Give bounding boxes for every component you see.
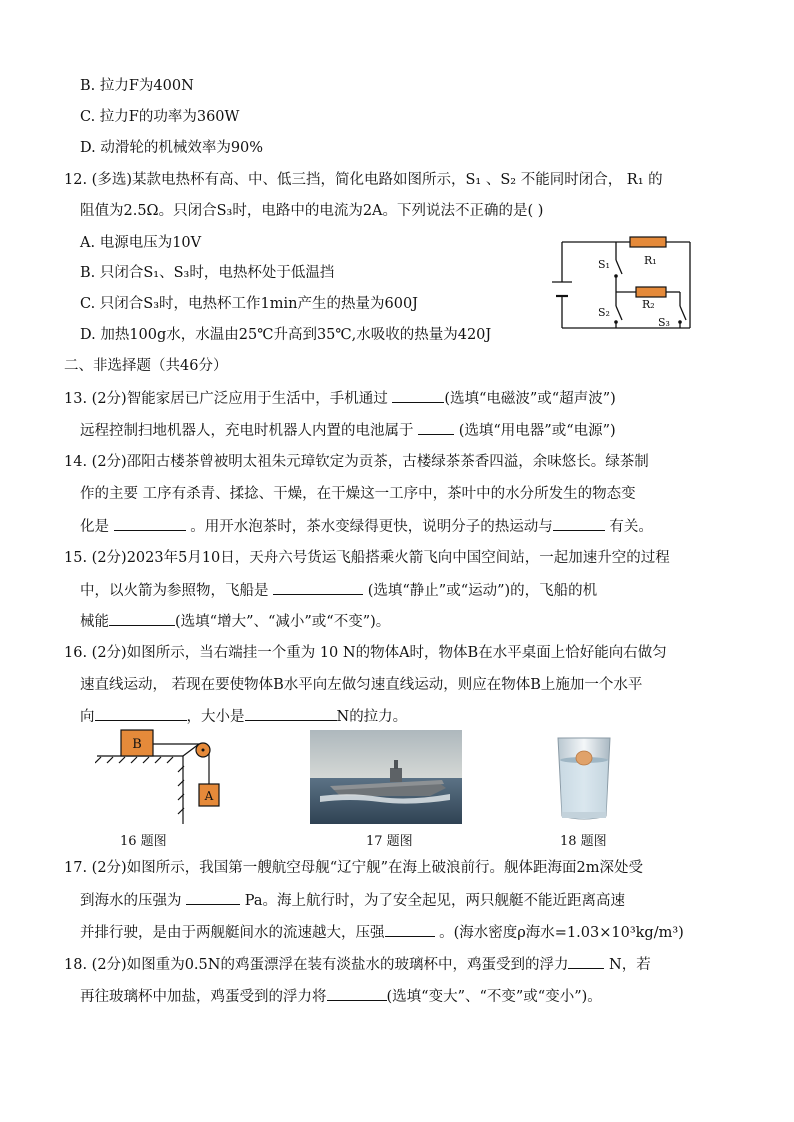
- q11-option-b: B. 拉力F为400N: [80, 78, 194, 94]
- q15-text-a: 中，以火箭为参照物，飞船是: [80, 583, 274, 599]
- q17-line1: 17. (2分)如图所示，我国第一艘航空母舰“辽宁舰”在海上破浪前行。舰体距海面2m深处受: [64, 860, 644, 876]
- block-b-label: B: [132, 737, 142, 752]
- q18-text-a: 18. (2分)如图重为0.5N的鸡蛋漂浮在装有淡盐水的玻璃杯中，鸡蛋受到的浮力: [64, 957, 569, 973]
- q14-line1: 14. (2分)邵阳古楼茶曾被明太祖朱元璋钦定为贡茶，古楼绿茶茶香四溢，余味悠长。绿茶制: [64, 454, 649, 470]
- q16-text-b: ，大小是: [186, 709, 245, 725]
- q12-stem-line2: 阻值为2.5Ω。只闭合S₃时，电路中的电流为2A。下列说法不正确的是( ): [80, 203, 544, 219]
- q14-text-a: 化是: [80, 519, 114, 535]
- circuit-diagram: [540, 230, 700, 340]
- figure-17-aircraft-carrier: [310, 730, 462, 824]
- q14-text-c: 有关。: [604, 519, 653, 535]
- label-r2: R₂: [642, 298, 655, 311]
- q13-text-d: (选填“用电器”或“电源”): [454, 423, 616, 439]
- q15-text-b: (选填“静止”或“运动”)的，飞船的机: [363, 583, 598, 599]
- q16-text-a: 向: [80, 709, 95, 725]
- resistor-r2: [636, 287, 666, 297]
- q14-line3: [80, 516, 653, 537]
- q11-option-c: C. 拉力F的功率为360W: [80, 109, 240, 125]
- q17-blank-2[interactable]: [385, 922, 435, 937]
- q17-line2: [80, 890, 625, 911]
- q15-line1: 15. (2分)2023年5月10日，天舟六号货运飞船搭乘火箭飞向中国空间站，一起加速升空的过程: [64, 550, 670, 566]
- caption-figure-16: 16 题图: [120, 834, 167, 849]
- q18-text-b: N，若: [604, 957, 651, 973]
- q12-option-a: A. 电源电压为10V: [80, 235, 202, 251]
- q16-line3: [80, 706, 407, 727]
- q18-text-d: (选填“变大”、“不变”或“变小”)。: [386, 989, 602, 1005]
- q15-blank-1[interactable]: [273, 580, 363, 595]
- q12-option-b: B. 只闭合S₁、S₃时，电热杯处于低温挡: [80, 265, 335, 281]
- label-s3: S₃: [658, 316, 670, 329]
- q13-text-c: 远程控制扫地机器人，充电时机器人内置的电池属于: [80, 423, 419, 439]
- label-s2: S₂: [598, 306, 610, 319]
- q17-text-a: 到海水的压强为: [80, 893, 187, 909]
- figure-16-pulley: [95, 726, 235, 826]
- q16-line1: 16. (2分)如图所示，当右端挂一个重为 10 N的物体A时，物体B在水平桌面上恰好能向右做匀: [64, 645, 667, 661]
- q12-option-c: C. 只闭合S₃时，电热杯工作1min产生的热量为600J: [80, 296, 418, 312]
- q12-stem-line1: 12. (多选)某款电热杯有高、中、低三挡，简化电路如图所示，S₁ 、S₂ 不能同时闭合， R₁ 的: [64, 172, 663, 188]
- q11-option-d: D. 动滑轮的机械效率为90%: [80, 140, 264, 156]
- q14-blank-1[interactable]: [114, 516, 186, 531]
- q17-text-d: 。(海水密度ρ海水=1.03×10³kg/m³): [434, 925, 684, 941]
- q13-text-a: 13. (2分)智能家居已广泛应用于生活中，手机通过: [64, 391, 393, 407]
- q18-line1: [64, 954, 651, 975]
- resistor-r1: [630, 237, 666, 247]
- q16-blank-2[interactable]: [245, 706, 337, 721]
- q17-text-c: 并排行驶，是由于两舰艇间水的流速越大，压强: [80, 925, 385, 941]
- q17-line3: [80, 922, 684, 943]
- q12-option-d: D. 加热100g水，水温由25℃升高到35℃,水吸收的热量为420J: [80, 327, 492, 343]
- egg: [576, 751, 592, 765]
- q14-line2: 作的主要 工序有杀青、揉捻、干燥，在干燥这一工序中，茶叶中的水分所发生的物态变: [80, 486, 636, 502]
- q17-blank-1[interactable]: [186, 890, 240, 905]
- q13-blank-1[interactable]: [392, 388, 444, 403]
- section-heading: 二、非选择题（共46分）: [64, 358, 228, 374]
- q13-blank-2[interactable]: [418, 420, 454, 435]
- q14-text-b: 。用开水泡茶时，茶水变绿得更快，说明分子的热运动与: [185, 519, 553, 535]
- q13-line1: [64, 388, 616, 409]
- q16-line2: 速直线运动， 若现在要使物体B水平向左做匀速直线运动，则应在物体B上施加一个水平: [80, 677, 643, 693]
- q16-blank-1[interactable]: [95, 706, 187, 721]
- q15-line3: [80, 611, 390, 632]
- q18-line2: [80, 986, 602, 1007]
- label-r1: R₁: [644, 254, 657, 267]
- q15-text-c: 械能: [80, 614, 109, 630]
- q18-text-c: 再往玻璃杯中加盐，鸡蛋受到的浮力将: [80, 989, 327, 1005]
- q15-blank-2[interactable]: [109, 611, 175, 626]
- q16-text-c: N的拉力。: [336, 709, 408, 725]
- caption-figure-18: 18 题图: [560, 834, 607, 849]
- q18-blank-1[interactable]: [568, 954, 604, 969]
- caption-figure-17: 17 题图: [366, 834, 413, 849]
- q18-blank-2[interactable]: [327, 986, 387, 1001]
- block-a-label: A: [204, 789, 214, 803]
- figure-18-glass-egg: [548, 730, 620, 824]
- q13-line2: [80, 420, 616, 441]
- q14-blank-2[interactable]: [553, 516, 605, 531]
- q15-line2: [80, 580, 597, 601]
- q15-text-d: (选填“增大”、“减小”或“不变”)。: [175, 614, 391, 630]
- q17-text-b: Pa。海上航行时，为了安全起见，两只舰艇不能近距离高速: [240, 893, 625, 909]
- q13-text-b: (选填“电磁波”或“超声波”): [444, 391, 616, 407]
- label-s1: S₁: [598, 258, 610, 271]
